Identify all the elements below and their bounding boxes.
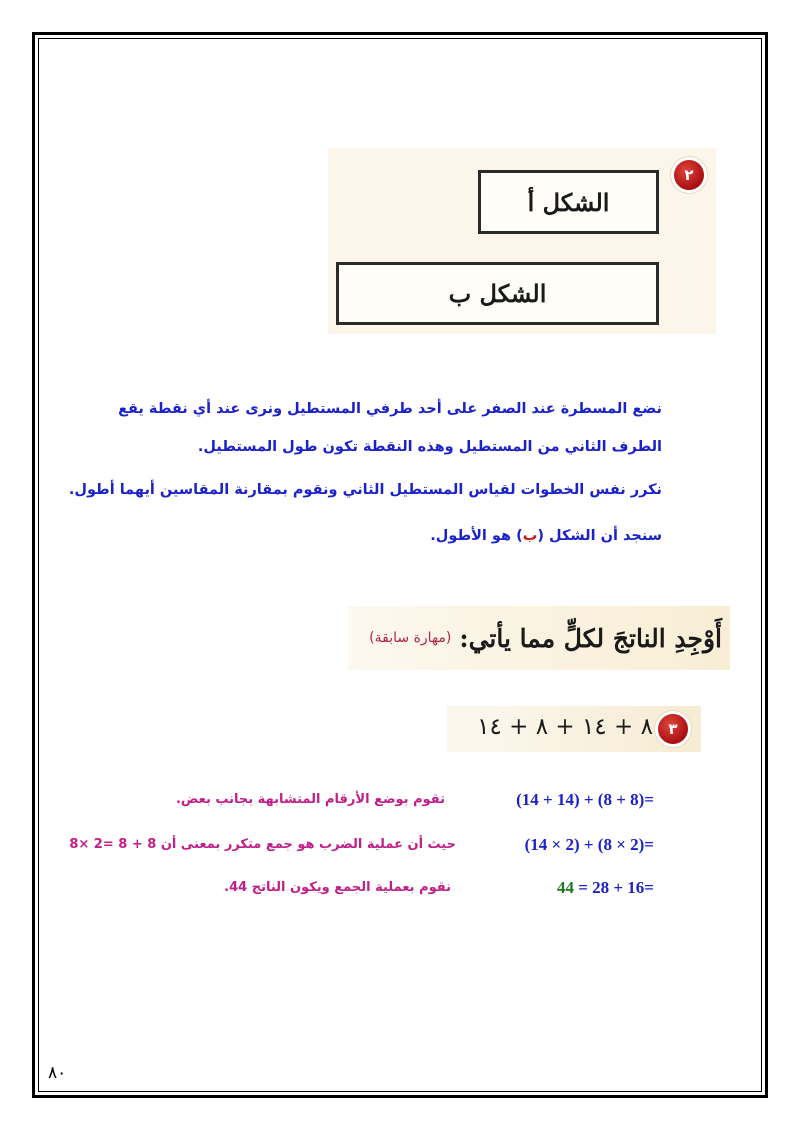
solution-step-3-note: نقوم بعملية الجمع ويكون الناتج 44.: [224, 880, 451, 895]
exercise-card: [447, 706, 701, 752]
final-result: 44: [556, 878, 574, 897]
explanation-line-2: الطرف الثاني من المستطيل وهذه النقطة تكون طول المستطيل.: [197, 439, 662, 455]
explanation-line-3: نكرر نفس الخطوات لقياس المستطيل الثاني ونقوم بمقارنة المقاسين أيهما أطول.: [68, 482, 662, 498]
conclusion-text-end: ) هو الأطول.: [430, 528, 523, 544]
exercise-number-badge: ٣: [658, 714, 688, 744]
solution-step-1-note: تقوم بوضع الأرقام المتشابهة بجانب بعض.: [175, 792, 445, 807]
section-subtitle: (مهارة سابقة): [369, 630, 452, 646]
solution-step-2-equation: (14 × 2) + (8 × 2)=: [524, 835, 654, 854]
solution-step-2-note: حيث أن عملية الضرب هو جمع متكرر بمعنى أن 8 + 8 =2 ×8: [69, 837, 456, 852]
shape-b: الشكل ب: [336, 262, 659, 325]
section-heading: [348, 606, 730, 670]
exercise-expression: ٨ + ١٤ + ٨ + ١٤: [477, 714, 653, 740]
exercise-number-badge: ٢: [674, 160, 704, 190]
page-number: ٨٠: [48, 1063, 67, 1083]
explanation-line-1: نضع المسطرة عند الصفر على أحد طرفي المستطيل ونرى عند أي نقطة يقع: [118, 401, 662, 417]
shape-a: الشكل أ: [478, 170, 659, 234]
conclusion-text-start: سنجد أن الشكل (: [537, 528, 662, 544]
solution-step-3-equation: [557, 878, 654, 898]
figure-card: [328, 148, 716, 334]
answer-highlight: ب: [522, 528, 538, 544]
section-title: أَوْجِدِ الناتجَ لكلٍّ مما يأتي:: [459, 623, 722, 653]
solution-step-3-expression: = 28 + 16=: [573, 878, 654, 897]
solution-step-1-equation: (14 + 14) + (8 + 8)=: [516, 790, 654, 809]
explanation-line-4: [430, 528, 662, 544]
